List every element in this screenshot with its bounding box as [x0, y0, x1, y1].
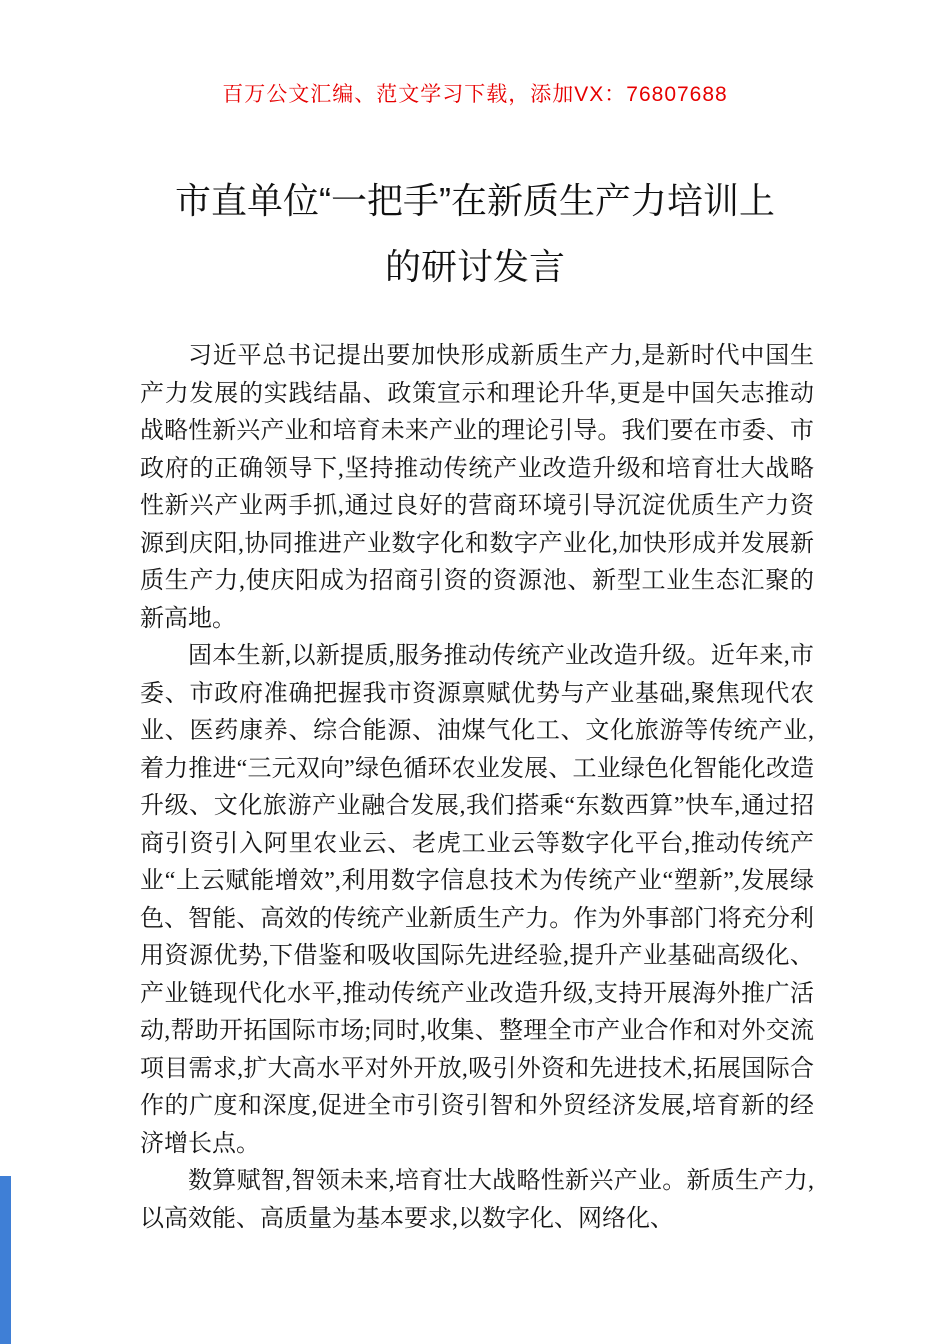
left-edge-bar: [0, 1176, 11, 1344]
paragraph-2: 固本生新,以新提质,服务推动传统产业改造升级。近年来,市委、市政府准确把握我市资源禀赋优势与产业基础,聚焦现代农业、医药康养、综合能源、油煤气化工、文化旅游等传统产业,着力推进“三元双向”绿色循环农业发展、工业绿色化智能化改造升级、文化旅游产业融合发展,我们搭乘“东数西算”快车,通过招商引资引入阿里农业云、老虎工业云等数字化平台,推动传统产业“上云赋能增效”,利用数字信息技术为传统产业“塑新”,发展绿色、智能、高效的传统产业新质生产力。作为外事部门将充分利用资源优势,下借鉴和吸收国际先进经验,提升产业基础高级化、产业链现代化水平,推动传统产业改造升级,支持开展海外推广活动,帮助开拓国际市场;同时,收集、整理全市产业合作和对外交流项目需求,扩大高水平对外开放,吸引外资和先进技术,拓展国际合作的广度和深度,促进全市引资引智和外贸经济发展,培育新的经济增长点。: [140, 643, 814, 1157]
header-notice: 百万公文汇编、范文学习下载，添加VX：76807688: [222, 83, 728, 106]
paragraph-1: 习近平总书记提出要加快形成新质生产力,是新时代中国生产力发展的实践结晶、政策宣示和理论升华,更是中国矢志推动战略性新兴产业和培育未来产业的理论引导。我们要在市委、市政府的正确领导下,坚持推动传统产业改造升级和培育壮大战略性新兴产业两手抓,通过良好的营商环境引导沉淀优质生产力资源到庆阳,协同推进产业数字化和数字产业化,加快形成并发展新质生产力,使庆阳成为招商引资的资源池、新型工业生态汇聚的新高地。: [140, 343, 814, 632]
paragraph-3: 数算赋智,智领未来,培育壮大战略性新兴产业。新质生产力,以高效能、高质量为基本要求,以数字化、网络化、: [140, 1168, 814, 1232]
document-body: [140, 338, 814, 1238]
title-line-2: 的研讨发言: [384, 246, 565, 287]
document-title: [95, 168, 855, 300]
title-line-1: 市直单位“一把手”在新质生产力培训上: [175, 180, 775, 221]
